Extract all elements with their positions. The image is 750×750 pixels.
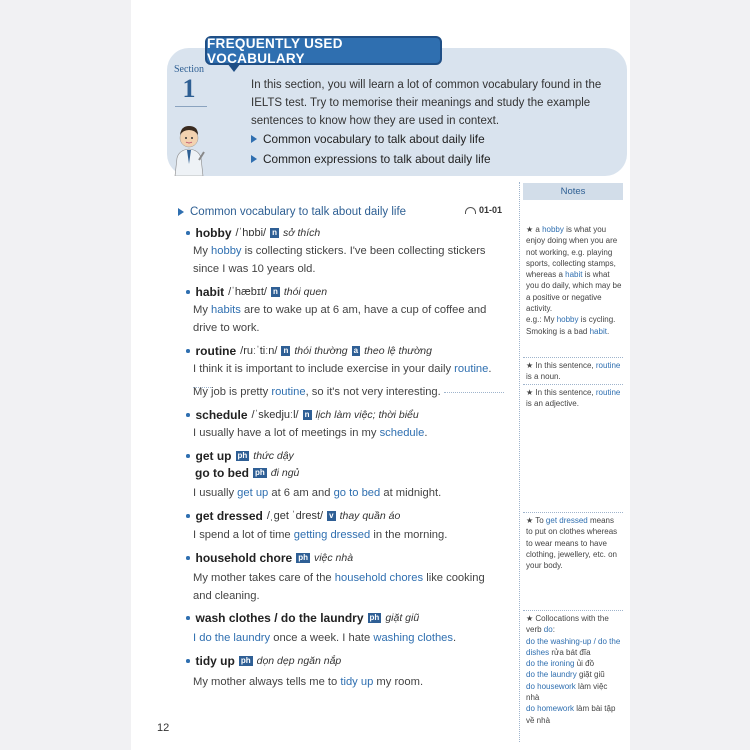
- triangle-bullet-icon: [251, 135, 257, 143]
- intro-text: In this section, you will learn a lot of common vocabulary found in the IELTS test. Try to memorise their meanings and study the example sentences to know how they are used in context.: [251, 79, 602, 127]
- example-routine-1: I think it is important to include exercise in your daily routine.: [193, 360, 513, 396]
- page-number: 12: [157, 722, 170, 734]
- example-hobby: My hobby is collecting stickers. I've been collecting stickers since I was 10 years old.: [193, 245, 486, 275]
- vocab-entry-tidy-up: tidy up ph dọn dẹp ngăn nắp: [186, 654, 341, 668]
- example-get-up: I usually get up at 6 am and go to bed at midnight.: [193, 487, 442, 499]
- note-hobby-habit: ★ a hobby is what you enjoy doing when you are not working, e.g. playing sports, collecting stamps, whereas a habit is what you do daily, which may be a positive or negative activity. e.g.: My hobby is cycling. Smoking is a bad habit.: [526, 225, 622, 336]
- section-label: Section: [174, 64, 204, 75]
- example-get-dressed: I spend a lot of time getting dressed in the morning.: [193, 529, 448, 541]
- example-habit: My habits are to wake up at 6 am, have a cup of coffee and drive to work.: [193, 304, 487, 334]
- note-separator: [523, 357, 623, 358]
- note-collocations: ★ Collocations with the verb do: do the washing-up / do the dishes rửa bát đĩa do the ironing ủi đồ do the laundry giặt giũ do housework làm việc nhà do homework làm bài tập về nhà: [526, 614, 621, 725]
- divider: [175, 106, 207, 107]
- note-separator: [523, 512, 623, 513]
- example-laundry: I do the laundry once a week. I hate washing clothes.: [193, 632, 457, 644]
- bullet-dot-icon: [186, 231, 190, 235]
- bullet-item: Common vocabulary to talk about daily life: [251, 132, 485, 146]
- bullet-dot-icon: [186, 659, 190, 663]
- triangle-bullet-icon: [178, 208, 184, 216]
- bullet-dot-icon: [186, 290, 190, 294]
- notes-title: Notes: [523, 183, 623, 200]
- vocab-entry-hobby: hobby /ˈhɒbi/ n sở thích: [186, 226, 320, 240]
- vocab-entry-go-to-bed: go to bed ph đi ngủ: [195, 466, 300, 480]
- section-number: 1: [182, 74, 196, 103]
- vocab-entry-routine: routine /ruːˈtiːn/ n thói thường a theo lệ thường: [186, 344, 432, 358]
- bullet-item: Common expressions to talk about daily life: [251, 152, 491, 166]
- bullet-dot-icon: [186, 454, 190, 458]
- vocab-entry-get-dressed: get dressed /ˌget ˈdrest/ v thay quần áo: [186, 509, 400, 523]
- audio-track[interactable]: 01-01: [465, 205, 502, 215]
- vocab-entry-household-chore: household chore ph việc nhà: [186, 551, 353, 565]
- vocab-entry-get-up: get up ph thức dậy: [186, 449, 294, 463]
- example-household-chore: My mother takes care of the household chores like cooking and cleaning.: [193, 572, 485, 602]
- example-schedule: I usually have a lot of meetings in my schedule.: [193, 427, 428, 439]
- subheading: Common vocabulary to talk about daily life: [178, 206, 406, 218]
- note-get-dressed: ★ To get dressed means to put on clothes whereas to wear means to have clothing, jewellery, etc. on your body.: [526, 516, 618, 571]
- vocab-entry-laundry: wash clothes / do the laundry ph giặt giũ: [186, 611, 419, 625]
- book-page: [131, 0, 630, 750]
- example-routine-2: My job is pretty routine, so it's not very interesting.: [193, 383, 513, 401]
- bullet-dot-icon: [186, 616, 190, 620]
- note-separator: [523, 610, 623, 611]
- triangle-bullet-icon: [251, 155, 257, 163]
- bullet-dot-icon: [186, 514, 190, 518]
- note-routine-adj: ★ In this sentence, routine is an adjective.: [526, 388, 621, 409]
- note-routine-noun: ★ In this sentence, routine is a noun.: [526, 361, 621, 382]
- note-separator: [523, 384, 623, 385]
- teacher-illustration: [171, 118, 207, 176]
- headphones-icon: [465, 207, 476, 214]
- vocab-entry-habit: habit /ˈhæbɪt/ n thói quen: [186, 285, 327, 299]
- section-title: FREQUENTLY USED VOCABULARY: [205, 36, 442, 65]
- bullet-dot-icon: [186, 413, 190, 417]
- vocab-entry-schedule: schedule /ˈskedjuːl/ n lịch làm việc; thời biểu: [186, 408, 419, 422]
- bullet-dot-icon: [186, 349, 190, 353]
- bullet-dot-icon: [186, 556, 190, 560]
- example-tidy-up: My mother always tells me to tidy up my room.: [193, 676, 424, 688]
